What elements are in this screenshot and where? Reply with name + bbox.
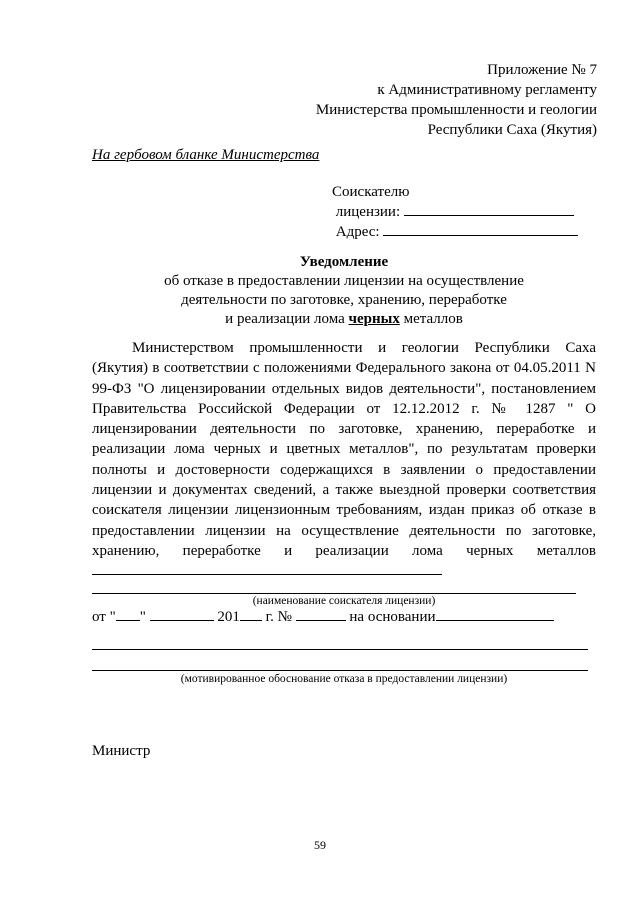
number-blank — [296, 608, 346, 621]
body-fill-blank — [92, 562, 442, 575]
basis-label: на основании — [349, 609, 436, 625]
applicant-name-caption: (наименование соискателя лицензии) — [252, 595, 436, 607]
appendix-number: Приложение № 7 — [487, 62, 597, 78]
notice-subtitle-line2: деятельности по заготовке, хранению, переработке — [181, 292, 507, 308]
reason-line-1 — [92, 649, 588, 650]
recipient-address-label: Адрес: — [335, 224, 380, 240]
notice-body — [92, 338, 596, 582]
recipient-license-blank — [404, 202, 574, 216]
signature-minister: Министр — [92, 743, 151, 759]
date-prefix: от " — [92, 609, 116, 625]
recipient-address-row — [332, 222, 578, 242]
recipient-license-row — [332, 202, 578, 222]
appendix-republic: Республики Саха (Якутия) — [427, 122, 597, 138]
recipient-block — [332, 182, 578, 242]
notice-body-text: Министерством промышленности и геологии Республики Саха (Якутия) в соответствии с положениями Федерального закона от 04.05.2011 N 99-ФЗ "О лицензировании отдельных видов деятельности", постановлением Правительства Российской Федерации от 12.12.2012 г. № 1287 " О лицензировании деятельности по заготовке, хранению, переработке и реализации лома черных и цветных металлов", по результатам проверки полноты и достоверности содержащихся в заявлении о предоставлении лицензии и документах сведений, а также выездной проверки соответствия соискателя лицензии лицензионным требованиям, издан приказ об отказе в предоставлении лицензии на осуществление деятельности по заготовке, хранению, переработке и реализации лома черных металлов — [92, 340, 596, 559]
recipient-address-blank — [383, 222, 578, 236]
notice-subtitle-prefix: и реализации лома — [225, 311, 345, 327]
day-blank — [116, 608, 140, 621]
notice-subtitle-suffix: металлов — [403, 311, 463, 327]
applicant-name-line — [92, 593, 576, 594]
appendix-ministry: Министерства промышленности и геологии — [315, 102, 597, 118]
year-blank — [240, 608, 262, 621]
recipient-license-label: лицензии: — [335, 204, 401, 220]
notice-subtitle-line3 — [92, 310, 596, 329]
month-blank — [150, 608, 214, 621]
notice-subtitle-line1: об отказе в предоставлении лицензии на осуществление — [164, 273, 524, 289]
date-quote-close: " — [139, 609, 146, 625]
reason-line-2 — [92, 670, 588, 671]
number-label: г. № — [265, 609, 292, 625]
notice-subtitle-emphasis: черных — [348, 311, 400, 327]
appendix-header — [316, 60, 597, 140]
basis-blank — [436, 608, 554, 621]
notice-heading: Уведомление — [299, 254, 389, 270]
recipient-title: Соискателю — [332, 184, 410, 200]
date-number-basis-line — [92, 608, 554, 626]
refusal-reason-caption: (мотивированное обоснование отказа в предоставлении лицензии) — [180, 673, 508, 685]
year-prefix: 201 — [217, 609, 240, 625]
letterhead-note: На гербовом бланке Министерства — [92, 147, 320, 163]
page-number: 59 — [314, 838, 326, 852]
notice-title-block — [92, 253, 596, 329]
appendix-regulation: к Административному регламенту — [377, 82, 597, 98]
